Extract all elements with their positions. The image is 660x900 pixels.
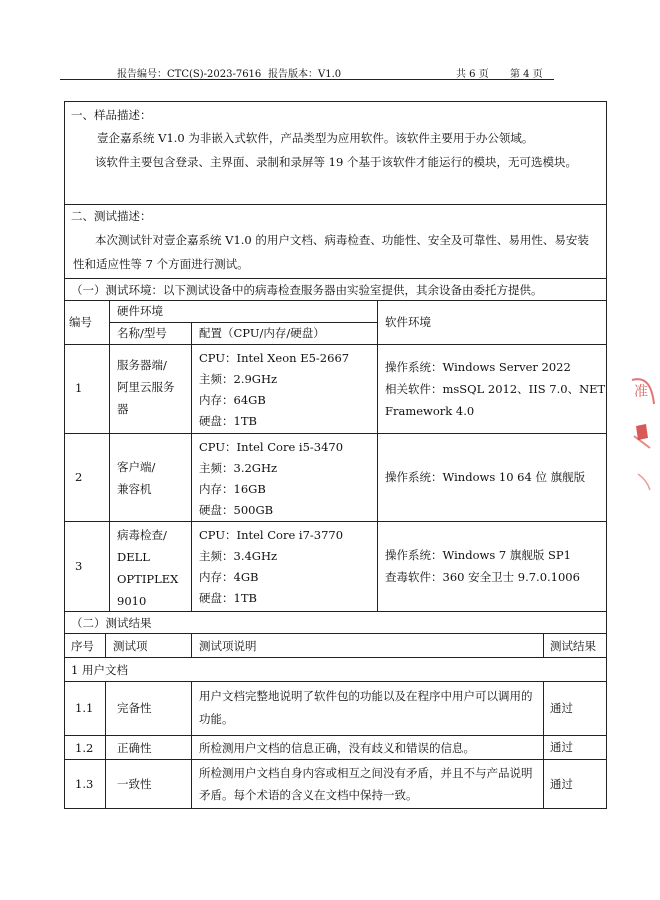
device-config: CPU：Intel Core i5-3470 主频：3.2GHz 内存：16GB 硬盘：500GB bbox=[199, 440, 344, 517]
software-env: 操作系统：Windows 10 64 位 旗舰版 bbox=[385, 470, 586, 484]
device-name: 客户端/ 兼容机 bbox=[117, 460, 156, 496]
row-number: 1 bbox=[75, 381, 83, 395]
test-description-paragraph: 本次测试针对壹企嘉系统 V1.0 的用户文档、病毒检查、功能性、安全及可靠性、易用性、易安装性和适应性等 7 个方面进行测试。 bbox=[73, 233, 589, 271]
result-desc: 所检测用户文档的信息正确，没有歧义和错误的信息。 bbox=[199, 741, 475, 755]
result-seq: 1.1 bbox=[75, 701, 94, 715]
sample-paragraph-1: 壹企嘉系统 V1.0 为非嵌入式软件，产品类型为应用软件。该软件主要用于办公领域。 bbox=[97, 131, 534, 145]
test-description-section bbox=[65, 205, 606, 279]
stamp-mark bbox=[628, 374, 656, 494]
result-desc: 所检测用户文档自身内容或相互之间没有矛盾，并且不与产品说明矛盾。每个术语的含义在文档中保持一致。 bbox=[199, 766, 533, 802]
device-name: 病毒检查/ DELL OPTIPLEX 9010 bbox=[117, 528, 179, 608]
device-config: CPU：Intel Xeon E5-2667 主频：2.9GHz 内存：64GB 硬盘：1TB bbox=[199, 351, 350, 428]
device-config: CPU：Intel Core i7-3770 主频：3.4GHz 内存：4GB 硬盘：1TB bbox=[199, 528, 344, 605]
environment-row bbox=[65, 522, 606, 612]
row-number: 3 bbox=[75, 559, 83, 573]
report-version: 报告版本：V1.0 bbox=[268, 69, 342, 80]
result-row bbox=[65, 682, 606, 736]
total-pages: 共 6 页 bbox=[456, 69, 489, 80]
results-title: （二）测试结果 bbox=[71, 616, 152, 630]
stamp-char: 准 bbox=[634, 384, 648, 400]
results-header-row bbox=[65, 634, 606, 658]
test-description-title: 二、测试描述： bbox=[71, 209, 152, 223]
col-desc-header: 测试项说明 bbox=[199, 639, 257, 653]
result-seq: 1.3 bbox=[75, 777, 94, 791]
section-row bbox=[65, 658, 606, 682]
environment-title: （一）测试环境：以下测试设备中的病毒检查服务器由实验室提供，其余设备由委托方提供。 bbox=[71, 283, 543, 297]
software-env: 操作系统：Windows 7 旗舰版 SP1 查毒软件：360 安全卫士 9.7.0.1006 bbox=[385, 548, 580, 584]
col-name-header: 名称/型号 bbox=[117, 326, 167, 340]
result-row bbox=[65, 760, 606, 808]
col-hardware-header: 硬件环境 bbox=[117, 304, 163, 318]
current-page: 第 4 页 bbox=[510, 69, 543, 80]
row-number: 2 bbox=[75, 470, 83, 484]
col-software-header: 软件环境 bbox=[385, 315, 431, 329]
environment-header-row bbox=[65, 301, 606, 345]
col-config-header: 配置（CPU/内存/硬盘） bbox=[199, 326, 325, 340]
result-item: 完备性 bbox=[117, 701, 152, 715]
results-title-row bbox=[65, 612, 606, 634]
software-env: 操作系统：Windows Server 2022 相关软件：msSQL 2012、IIS 7.0、NET Framework 4.0 bbox=[385, 360, 606, 418]
sample-title: 一、样品描述： bbox=[71, 108, 152, 122]
result-item: 一致性 bbox=[117, 777, 152, 791]
device-name: 服务器端/ 阿里云服务 器 bbox=[117, 358, 175, 416]
col-seq-header: 序号 bbox=[71, 639, 94, 653]
result-value: 通过 bbox=[550, 740, 573, 754]
result-value: 通过 bbox=[550, 701, 573, 715]
sample-paragraph-2: 该软件主要包含登录、主界面、录制和录屏等 19 个基于该软件才能运行的模块，无可选模块。 bbox=[95, 155, 577, 169]
page-header bbox=[60, 64, 554, 80]
col-item-header: 测试项 bbox=[113, 639, 148, 653]
environment-row bbox=[65, 434, 606, 522]
report-table bbox=[64, 101, 607, 809]
environment-row bbox=[65, 345, 606, 434]
sample-description-section bbox=[65, 102, 606, 205]
result-row bbox=[65, 736, 606, 760]
result-item: 正确性 bbox=[117, 741, 152, 755]
col-result-header: 测试结果 bbox=[550, 639, 596, 653]
result-value: 通过 bbox=[550, 777, 573, 791]
result-seq: 1.2 bbox=[75, 741, 94, 755]
environment-title-row bbox=[65, 279, 606, 301]
report-number: 报告编号：CTC(S)-2023-7616 bbox=[117, 69, 262, 80]
result-desc: 用户文档完整地说明了软件包的功能以及在程序中用户可以调用的功能。 bbox=[199, 689, 533, 726]
col-number-header: 编号 bbox=[69, 315, 92, 329]
section-title: 1 用户文档 bbox=[71, 663, 128, 677]
